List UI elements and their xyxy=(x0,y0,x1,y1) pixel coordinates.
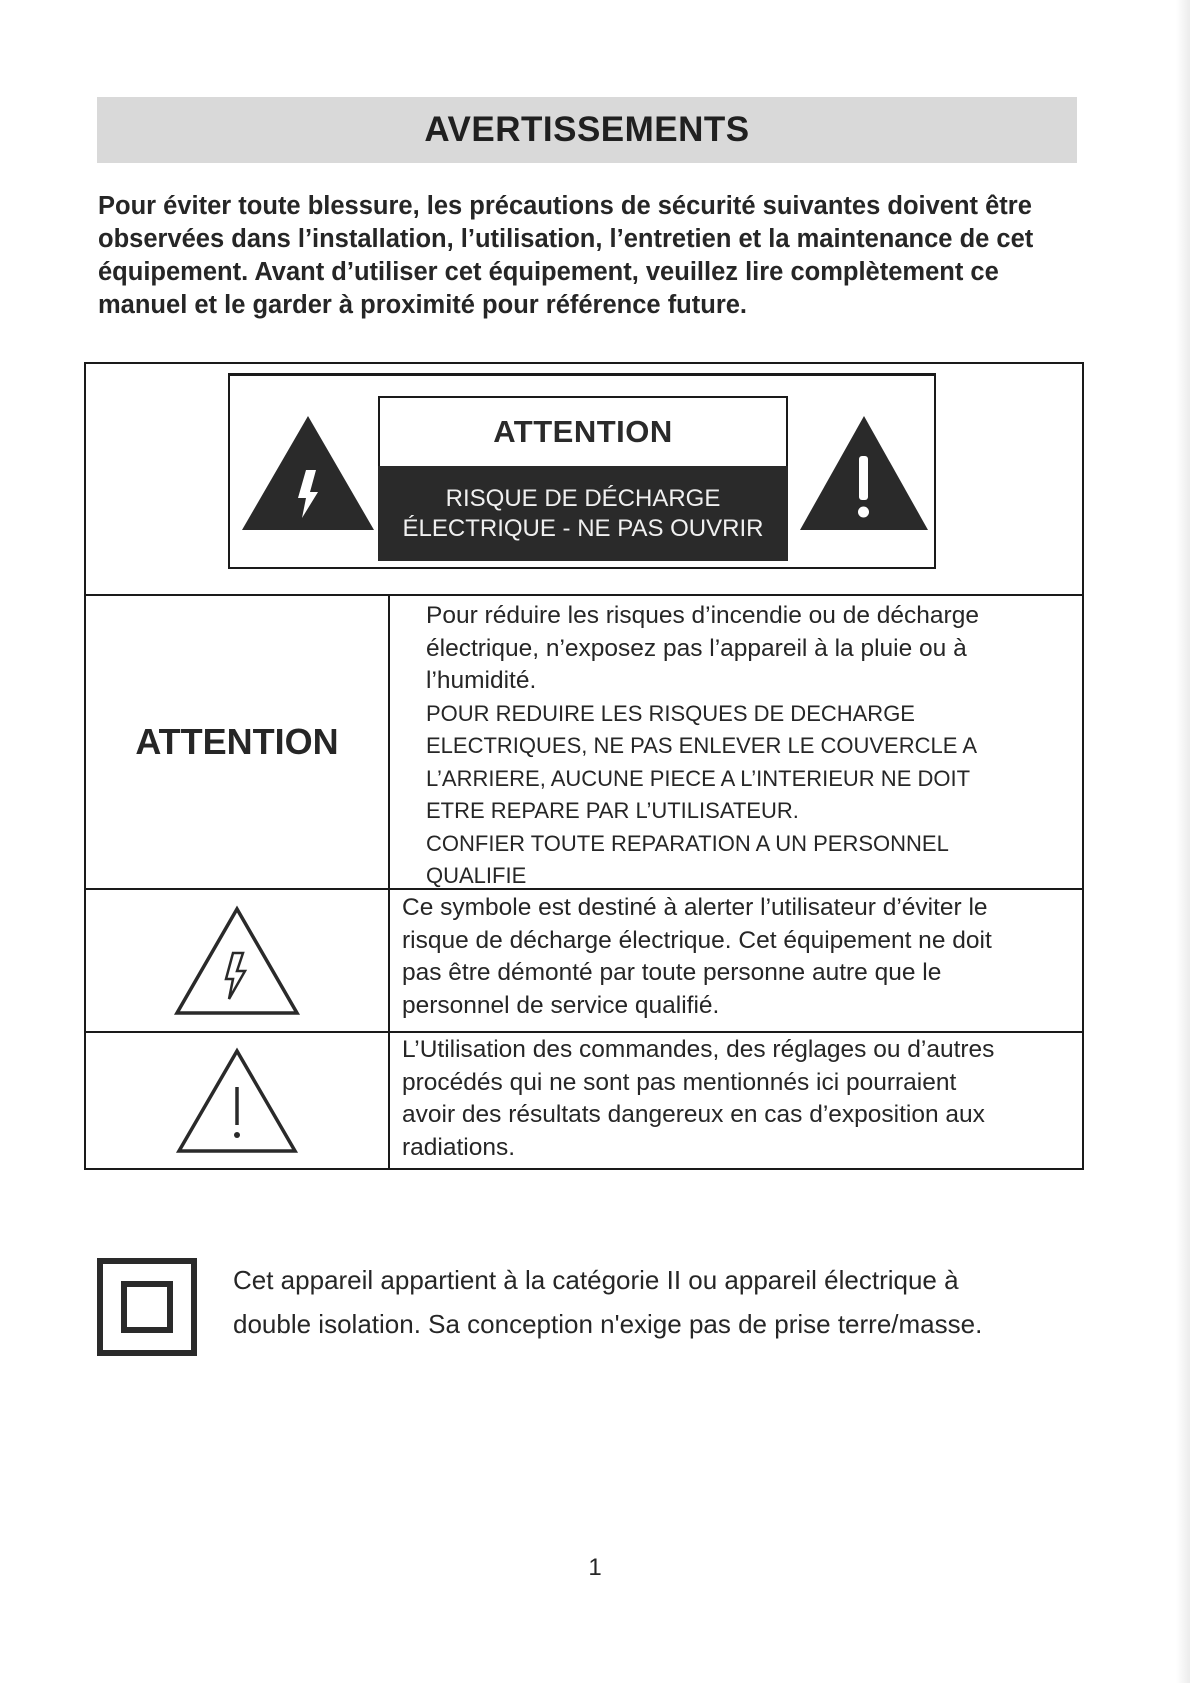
attention-caps-line: ELECTRIQUES, NE PAS ENLEVER LE COUVERCLE A xyxy=(426,733,977,758)
attention-caps-line: QUALIFIE xyxy=(426,863,527,888)
class2-line: double isolation. Sa conception n'exige pas de prise terre/masse. xyxy=(233,1309,983,1339)
shock-line: Ce symbole est destiné à alerter l’utilisateur d’éviter le xyxy=(402,894,988,921)
attention-caps-line: POUR REDUIRE LES RISQUES DE DECHARGE xyxy=(426,700,915,726)
title-banner xyxy=(97,97,1077,163)
page-title: AVERTISSEMENTS xyxy=(424,110,750,149)
lightning-triangle-icon xyxy=(240,414,376,532)
shock-line: personnel de service qualifié. xyxy=(402,991,720,1019)
intro-line: observées dans l’installation, l’utilisation, l’entretien et la maintenance de cet xyxy=(98,225,1034,253)
radiation-icon-cell xyxy=(86,1033,388,1168)
caution-label xyxy=(228,373,936,569)
intro-paragraph xyxy=(98,190,1098,322)
intro-line: équipement. Avant d’utiliser cet équipement, veuillez lire complètement ce xyxy=(98,258,999,286)
shock-line: pas être démonté par toute personne autre que le xyxy=(402,959,942,986)
table-column-divider xyxy=(388,596,390,1168)
exclamation-triangle-outline-icon xyxy=(175,1047,299,1155)
shock-line: risque de décharge électrique. Cet équipement ne doit xyxy=(402,926,992,954)
attention-row-label xyxy=(86,596,388,888)
exclamation-triangle-icon xyxy=(798,414,930,532)
class2-line: Cet appareil appartient à la catégorie II ou appareil électrique à xyxy=(233,1265,959,1295)
attention-caps-line: ETRE REPARE PAR L’UTILISATEUR. xyxy=(426,798,799,823)
radiation-line: L’Utilisation des commandes, des réglages ou d’autres xyxy=(402,1036,995,1063)
page-edge-shadow xyxy=(1176,0,1190,1683)
attention-caps-line: L’ARRIERE, AUCUNE PIECE A L’INTERIEUR NE DOIT xyxy=(426,765,971,791)
page-number: 1 xyxy=(588,1554,602,1581)
attention-line: Pour réduire les risques d’incendie ou de décharge xyxy=(426,602,979,629)
caution-label-line: ÉLECTRIQUE - NE PAS OUVRIR xyxy=(402,514,764,542)
caution-label-center xyxy=(378,396,788,561)
caution-label-warning xyxy=(378,466,788,561)
intro-line: manuel et le garder à proximité pour référence future. xyxy=(98,291,748,319)
shock-icon-cell xyxy=(86,890,388,1031)
class2-notice xyxy=(233,1258,1093,1346)
caution-label-line: RISQUE DE DÉCHARGE xyxy=(445,484,721,512)
radiation-line: procédés qui ne sont pas mentionnés ici pourraient xyxy=(402,1068,957,1096)
caution-label-title: ATTENTION xyxy=(493,414,673,449)
caution-label-header xyxy=(378,396,788,468)
attention-caps-line: CONFIER TOUTE REPARATION A UN PERSONNEL xyxy=(426,830,949,856)
radiation-row-text xyxy=(402,1034,1072,1164)
attention-row-text xyxy=(426,600,1066,893)
attention-label: ATTENTION xyxy=(135,721,339,762)
lightning-triangle-outline-icon xyxy=(173,905,301,1017)
warning-table xyxy=(84,362,1084,1170)
attention-line: l’humidité. xyxy=(426,667,537,694)
shock-row-text xyxy=(402,892,1072,1022)
radiation-line: avoir des résultats dangereux en cas d’exposition aux xyxy=(402,1101,985,1128)
intro-line: Pour éviter toute blessure, les précautions de sécurité suivantes doivent être xyxy=(98,192,1032,220)
radiation-line: radiations. xyxy=(402,1133,516,1161)
attention-line: électrique, n’exposez pas l’appareil à la pluie ou à xyxy=(426,634,967,662)
double-insulation-icon xyxy=(97,1258,197,1356)
